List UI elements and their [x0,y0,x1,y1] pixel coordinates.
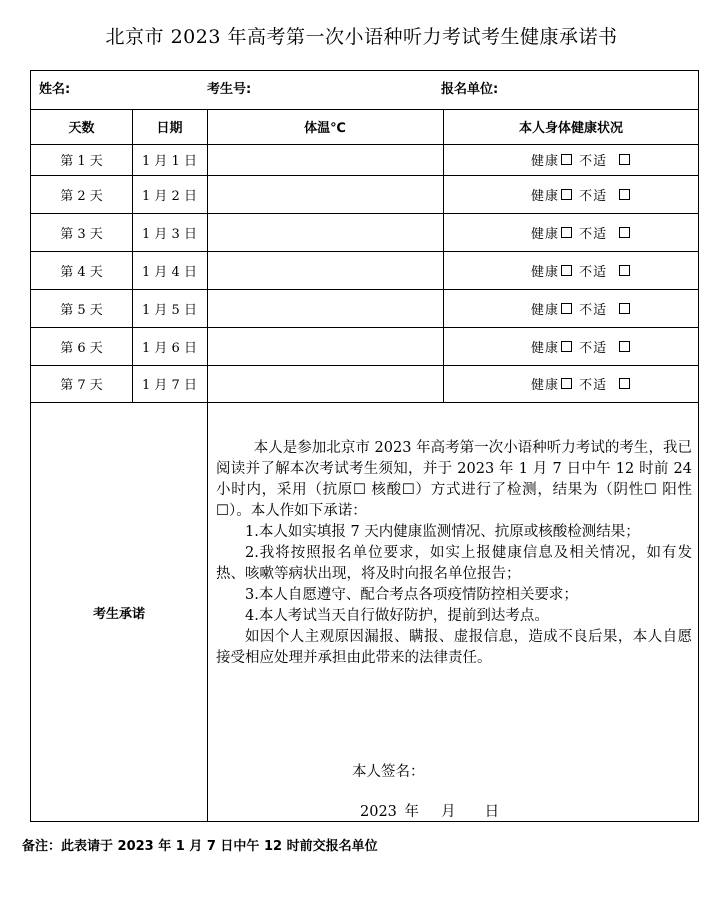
unwell-checkbox[interactable] [619,227,630,238]
unit-label: 报名单位: [441,82,499,97]
row-3-day: 第 3 天 [60,226,103,242]
row-4-day: 第 4 天 [60,264,103,280]
row-4-temperature-field[interactable] [207,251,443,289]
row-3-date: 1 月 3 日 [142,226,197,242]
row-2-day: 第 2 天 [60,188,103,204]
unwell-checkbox[interactable] [619,378,630,389]
row-5-health [443,289,699,327]
header-day: 天数 [68,121,95,136]
promise-paragraph: 本人是参加北京市 2023 年高考第一次小语种听力考试的考生，我已阅读并了解本次考试考生须知，并于 2023 年 1 月 7 日中午 12 时前 24 小时内，采用（抗原☐ 核酸☐）方式进行了检测，结果为（阴性☐ 阳性☐）。本人作如下承诺： [216,440,692,519]
row-2-temperature-field[interactable] [207,175,443,213]
promise-label: 考生承诺 [92,606,145,622]
promise-item-2: 2.我将按照报名单位要求，如实上报健康信息及相关情况，如有发热、咳嗽等病状出现，将及时向报名单位报告； [216,545,692,582]
healthy-checkbox[interactable] [561,341,572,352]
healthy-label: 健康 [531,378,560,393]
header-health-status: 本人身体健康状况 [518,121,623,136]
unwell-checkbox[interactable] [619,154,630,165]
unwell-checkbox[interactable] [619,303,630,314]
promise-closing: 如因个人主观原因漏报、瞒报、虚报信息，造成不良后果，本人自愿接受相应处理并承担由此带来的法律责任。 [216,629,692,666]
healthy-label: 健康 [531,226,560,242]
promise-item-1: 1.本人如实填报 7 天内健康监测情况、抗原或核酸检测结果； [245,524,640,540]
row-1-day: 第 1 天 [60,154,103,169]
signature-date[interactable]: 2023 年 月 日 [360,804,500,820]
row-5-temperature-field[interactable] [207,289,443,327]
healthy-checkbox[interactable] [561,303,572,314]
row-6-day: 第 6 天 [60,340,103,356]
unwell-checkbox[interactable] [619,341,630,352]
unwell-label: 不适 [579,264,608,280]
row-4-date: 1 月 4 日 [142,264,197,280]
row-6-temperature-field[interactable] [207,327,443,365]
name-label: 姓名: [39,82,71,97]
healthy-label: 健康 [531,264,560,280]
row-7-date: 1 月 7 日 [142,378,197,393]
footnote: 备注：此表请于 2023 年 1 月 7 日中午 12 时前交报名单位 [22,839,378,854]
healthy-checkbox[interactable] [561,378,572,389]
healthy-checkbox[interactable] [561,227,572,238]
unwell-label: 不适 [579,188,608,204]
healthy-checkbox[interactable] [561,265,572,276]
unwell-label: 不适 [579,154,608,169]
promise-item-3: 3.本人自愿遵守、配合考点各项疫情防控相关要求； [245,587,578,603]
promise-item-4: 4.本人考试当天自行做好防护，提前到达考点。 [245,608,549,624]
row-2-health [443,175,699,213]
row-6-health [443,327,699,365]
row-1-health [443,144,699,175]
unwell-checkbox[interactable] [619,265,630,276]
header-temperature: 体温℃ [304,121,346,136]
signature-label[interactable]: 本人签名： [352,764,425,780]
row-7-temperature-field[interactable] [207,365,443,402]
row-2-date: 1 月 2 日 [142,188,197,204]
healthy-label: 健康 [531,154,560,169]
unwell-label: 不适 [579,340,608,356]
row-3-health [443,213,699,251]
healthy-checkbox[interactable] [561,154,572,165]
row-3-temperature-field[interactable] [207,213,443,251]
unwell-label: 不适 [579,302,608,318]
healthy-label: 健康 [531,340,560,356]
row-5-date: 1 月 5 日 [142,302,197,318]
row-7-day: 第 7 天 [60,378,103,393]
healthy-label: 健康 [531,302,560,318]
page-title: 北京市 2023 年高考第一次小语种听力考试考生健康承诺书 [105,26,618,48]
unwell-label: 不适 [579,226,608,242]
header-date: 日期 [156,121,183,136]
unwell-label: 不适 [579,378,608,393]
row-1-temperature-field[interactable] [207,144,443,175]
row-5-day: 第 5 天 [60,302,103,318]
exam-no-label: 考生号: [207,82,252,97]
healthy-checkbox[interactable] [561,189,572,200]
promise-text [216,438,692,669]
healthy-label: 健康 [531,188,560,204]
row-1-date: 1 月 1 日 [142,154,197,169]
row-7-health [443,365,699,402]
unwell-checkbox[interactable] [619,189,630,200]
row-4-health [443,251,699,289]
row-6-date: 1 月 6 日 [142,340,197,356]
